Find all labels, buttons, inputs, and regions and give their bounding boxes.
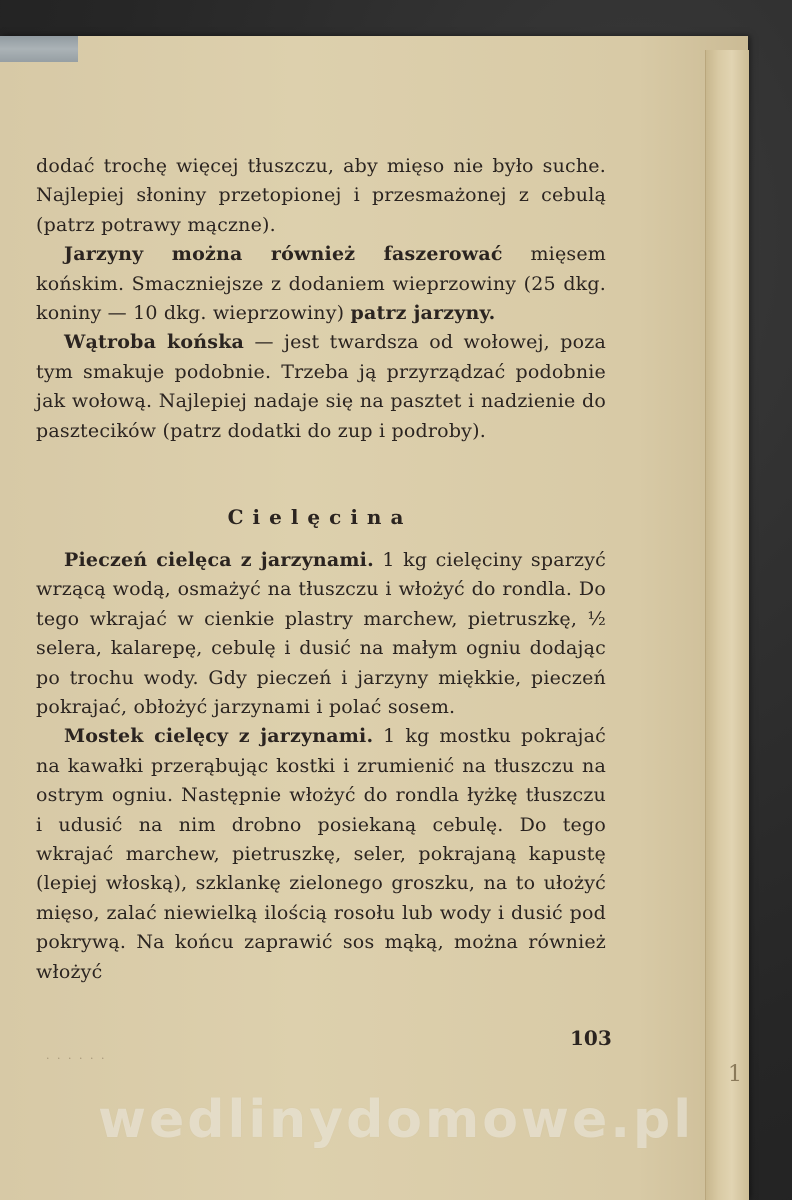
paragraph-2-bold-end: patrz jarzyny. — [350, 302, 496, 325]
paragraph-5 — [36, 722, 606, 987]
section-title: Cielęcina — [227, 505, 413, 529]
faint-bleed-through: · · · · · · — [46, 1052, 107, 1065]
paragraph-4 — [36, 546, 606, 722]
paragraph-4-bold: Pieczeń cielęca z jarzynami. — [64, 549, 374, 571]
text-block-bottom — [36, 546, 606, 987]
paragraph-5-bold: Mostek cielęcy z jarzynami. — [64, 725, 374, 748]
tape-strip — [0, 36, 78, 62]
paragraph-2 — [36, 240, 606, 328]
watermark-text: wedlinydomowe.pl — [97, 1090, 695, 1150]
paragraph-1-text: dodać trochę więcej tłuszczu, aby mięso nie było suche. Najlepiej słoniny przetopionej i przesmażonej z cebulą (patrz potrawy mączne). — [36, 155, 606, 236]
page-number: 103 — [570, 1026, 612, 1050]
edge-mark: 1 — [728, 1062, 742, 1087]
paragraph-3 — [36, 328, 606, 446]
paragraph-2-text: mięsem końskim. Smaczniejsze z dodaniem wieprzowiny (25 dkg. koniny — 10 dkg. wieprzowiny) — [36, 243, 606, 325]
paragraph-5-text: 1 kg mostku pokrajać na kawałki przerąbując kostki i zrumienić na tłuszczu na ostrym ogniu. Następnie włożyć do rondla łyżkę tłuszczu i udusić na nim drobno posiekaną cebulę. Do tego wkrajać marchew, pietruszkę, seler, pokrajaną kapustę (lepiej włoską), szklankę zielonego groszku, na to ułożyć mięso, zalać niewielką ilością rosołu lub wody i dusić pod pokrywą. Na końcu zaprawić sos mąką, można również włożyć — [36, 725, 606, 983]
paragraph-4-text: 1 kg cielęciny sparzyć wrzącą wodą, osmażyć na tłuszczu i włożyć do rondla. Do tego wkrajać w cienkie plastry marchew, pietruszkę, ½ selera, kalarepę, cebulę i dusić na małym ogniu dodając po trochu wody. Gdy pieczeń i jarzyny miękkie, pieczeń pokrajać, obłożyć jarzynami i polać sosem. — [36, 549, 606, 719]
paragraph-3-text: — jest twardsza od wołowej, poza tym smakuje podobnie. Trzeba ją przyrządzać podobnie jak wołową. Najlepiej nadaje się na pasztet i nadzienie do pasztecików (patrz dodatki do zup i podroby). — [36, 331, 606, 442]
paragraph-2-bold: Jarzyny można również faszerować — [64, 243, 503, 266]
paragraph-1 — [36, 152, 606, 240]
paragraph-3-bold: Wątroba końska — [64, 331, 245, 354]
page-edge — [705, 50, 749, 1200]
text-block-top — [36, 152, 606, 446]
